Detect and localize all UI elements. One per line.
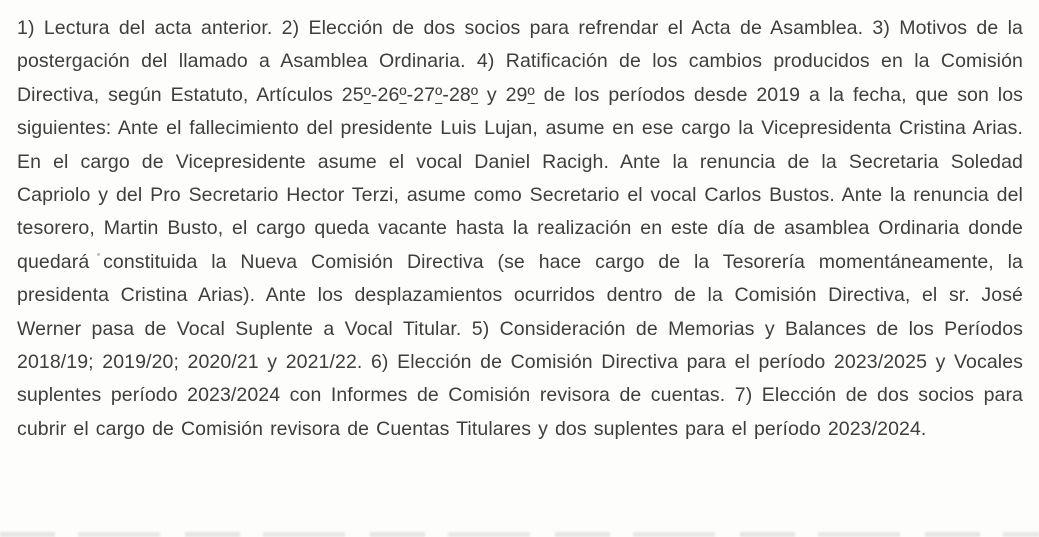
agenda-paragraph [17,12,1023,446]
text-run: -28 [442,83,471,106]
ordinal-indicator: º [363,83,371,106]
scan-cutoff-line-artifact [0,532,1039,537]
scan-speck [97,253,100,256]
ordinal-indicator: º [470,83,479,106]
ordinal-indicator: º [399,83,407,106]
text-run: 1) Lectura del acta anterior. 2) Elección de dos socios para refrendar el Acta de Asamblea. 3) Motivos de la postergación del llamado a Asamblea Ordinaria. 4) Ratificación de los cambios producidos en la Comisión Directiva, según Estatuto, Artículos 25 [17,17,1023,106]
ordinal-indicator: º [435,83,443,106]
ordinal-indicator: º [527,83,535,106]
text-run: de los períodos desde 2019 a la fecha, que son los siguientes: Ante el fallecimiento del presidente Luis Lujan, asume en ese cargo la Vicepresidenta Cristina Arias. En el cargo de Vicepresidente asume el vocal Daniel Racigh. Ante la renuncia de la Secretaria Soledad Capriolo y del Pro Secretario Hector Terzi, asume como Secretario el vocal Carlos Bustos. Ante la renuncia del tesorero, Martin Busto, el cargo queda vacante hasta la realización en este día de asamblea Ordinaria donde quedará constituida la Nueva Comisión Directiva (se hace cargo de la Tesorería momentáneamente, la presidenta Cristina Arias). Ante los desplazamientos ocurridos dentro de la Comisión Directiva, el sr. José Werner pasa de Vocal Suplente a Vocal Titular. 5) Consideración de Memorias y Balances de los Períodos 2018/19; 2019/20; 2020/21 y 2021/22. 6) Elección de Comisión Directiva para el período 2023/2025 y Vocales suplentes período 2023/2024 con Informes de Comisión revisora de cuentas. 7) Elección de dos socios para cubrir el cargo de Comisión revisora de Cuentas Titulares y dos suplentes para el período 2023/2024. [17,83,1023,440]
text-run: -26 [370,83,400,106]
text-run: -27 [406,83,436,106]
text-run: y 29 [478,83,528,106]
